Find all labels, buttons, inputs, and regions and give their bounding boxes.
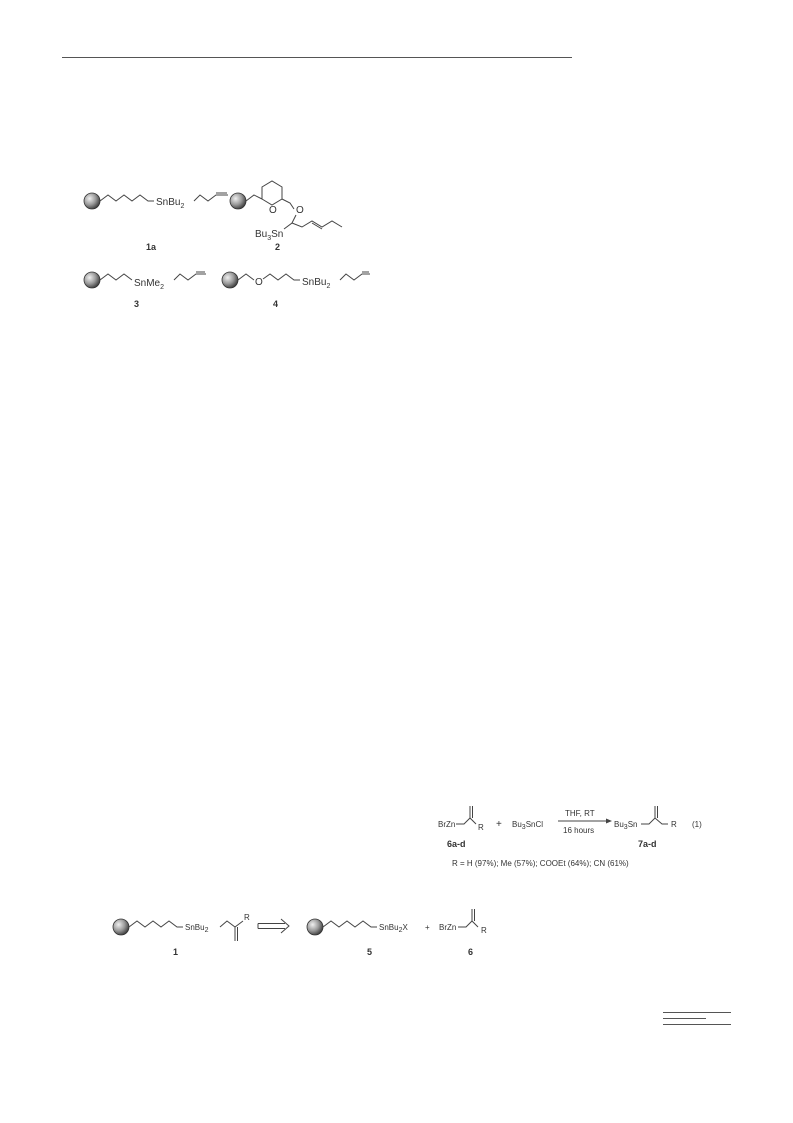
compound-4-reagent: SnBu xyxy=(302,277,327,288)
eq1-product-id: 7a-d xyxy=(638,839,657,849)
svg-text:SnBu2: SnBu$_2$ xyxy=(302,277,331,290)
footer-rule-3 xyxy=(663,1024,731,1025)
compound-2-ring-oxygen: O xyxy=(269,205,277,216)
svg-text:SnMe2: SnMe$_2$ xyxy=(134,278,165,291)
resin-bead-icon xyxy=(222,272,238,288)
eq1-reactant-a: BrZn xyxy=(438,820,456,829)
eq1-arrow-head-icon xyxy=(606,819,612,824)
resin-bead-icon xyxy=(230,193,246,209)
compound-1a-structure xyxy=(84,193,228,252)
eq1-yields: R = H (97%); Me (57%); COOEt (64%); CN (61%) xyxy=(452,859,629,868)
eq1-product: Bu xyxy=(614,820,624,829)
scheme-zinc-r: R xyxy=(481,926,487,935)
footer-rule-1 xyxy=(663,1012,731,1013)
compound-4-structure xyxy=(222,272,370,309)
scheme-target-id: 1 xyxy=(173,947,179,957)
retro-arrow-icon xyxy=(258,919,289,933)
eq1-condition-bottom: 16 hours xyxy=(563,826,595,835)
scheme-target-reagent: SnBu xyxy=(185,923,205,932)
compound-2-structure xyxy=(230,181,342,252)
figure-compounds xyxy=(70,165,370,325)
compound-2-reagent: Bu xyxy=(255,229,268,240)
compound-2-ether-oxygen: O xyxy=(296,205,304,216)
compound-3-structure xyxy=(84,272,206,309)
compound-label-3: 3 xyxy=(134,299,140,309)
retrosynthesis-scheme xyxy=(105,893,525,963)
svg-text:SnBu2: SnBu$_2$ xyxy=(156,197,185,210)
eq1-plus: + xyxy=(496,819,502,830)
compound-4-ether-oxygen: O xyxy=(255,277,263,288)
eq1-number: (1) xyxy=(692,820,702,829)
compound-1a-reagent: SnBu xyxy=(156,197,181,208)
scheme-target-r: R xyxy=(244,913,250,922)
eq1-product-r: R xyxy=(671,820,677,829)
equation-1 xyxy=(430,800,730,872)
eq1-reactant-a-id: 6a-d xyxy=(447,839,466,849)
resin-bead-icon xyxy=(113,919,129,935)
eq1-r-group: R xyxy=(478,823,484,832)
resin-bead-icon xyxy=(307,919,323,935)
header-rule xyxy=(62,57,572,58)
svg-text:SnBu2X: SnBu2X xyxy=(379,923,408,934)
footer-rule-2 xyxy=(663,1018,706,1019)
svg-text:SnBu2: SnBu2 xyxy=(185,923,209,934)
scheme-fragment-reagent: SnBu xyxy=(379,923,399,932)
resin-bead-icon xyxy=(84,193,100,209)
svg-text:Bu3SnCl: Bu3SnCl xyxy=(512,820,544,831)
resin-bead-icon xyxy=(84,272,100,288)
compound-3-reagent: SnMe xyxy=(134,278,161,289)
eq1-condition-top: THF, RT xyxy=(565,809,595,818)
compound-label-2: 2 xyxy=(275,242,281,252)
scheme-zinc-id: 6 xyxy=(468,947,474,957)
compound-label-1a: 1a xyxy=(146,242,157,252)
compound-label-4: 4 xyxy=(273,299,279,309)
eq1-reactant-b: Bu xyxy=(512,820,522,829)
scheme-fragment-id: 5 xyxy=(367,947,373,957)
scheme-plus: + xyxy=(425,923,430,932)
svg-text:Bu3Sn: $Bu_3Sn$ xyxy=(255,229,284,242)
scheme-zinc: BrZn xyxy=(439,923,457,932)
svg-text:Bu3Sn: Bu3Sn xyxy=(614,820,638,831)
